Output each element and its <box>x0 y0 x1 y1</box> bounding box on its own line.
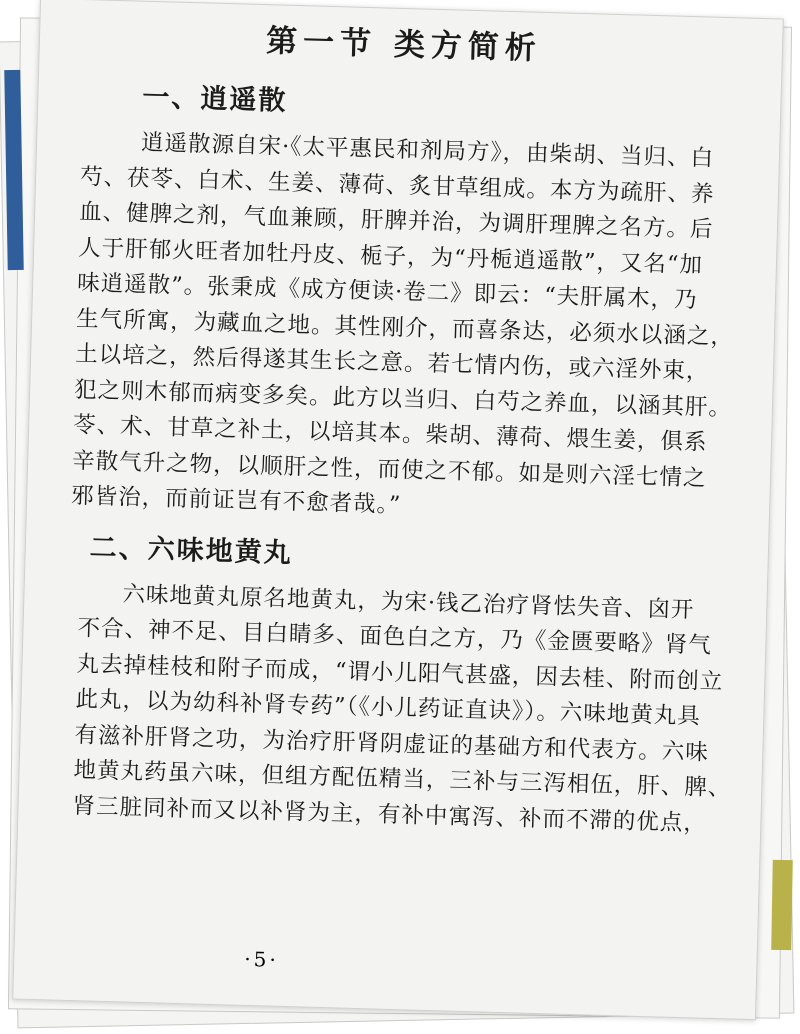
text-line: 血、健脾之剂，气血兼顾，肝脾并治，为调肝理脾之名方。后 <box>78 198 714 243</box>
text-line: 此丸，以为幼科补肾专药”（《小儿药证直诀》）。六味地黄丸具 <box>75 686 702 730</box>
text-line: 犯之则木郁而病变多矣。此方以当归、白芍之养血，以涵其肝。 <box>73 376 733 421</box>
text-line: 土以培之，然后得遂其生长之意。若七情内伤，或六淫外束， <box>74 340 710 385</box>
text-line: 生气所寓，为藏血之地。其性刚介，而喜条达，必须水以涵之， <box>75 305 735 350</box>
text-line: 人于肝郁火旺者加牡丹皮、栀子，为“丹栀逍遥散”，又名“加 <box>77 234 704 278</box>
book-page <box>12 0 784 1020</box>
text-line: 丸去掉桂枝和附子而成，“谓小儿阳气甚盛，因去桂、附而创立 <box>76 650 724 695</box>
page-content <box>62 4 735 842</box>
text-line: 不合、神不足、目白睛多、面色白之方，乃《金匮要略》肾气 <box>77 615 713 659</box>
text-line: 地黄丸药虽六味，但组方配伍精当，三补与三泻相伍，肝、脾、 <box>73 757 732 802</box>
paragraph <box>72 576 732 842</box>
text-line: 辛散气升之物，以顺肝之性，而使之不郁。如是则六淫七情之 <box>71 447 707 492</box>
section-heading: 二、六味地黄丸 <box>89 531 294 569</box>
text-line: 苓、术、甘草之补土，以培其本。柴胡、薄荷、煨生姜，俱系 <box>72 411 708 456</box>
text-line: 六味地黄丸原名地黄丸，为宋·钱乙治疗肾怯失音、囟开 <box>122 580 695 623</box>
text-line: 肾三脏同补而又以补肾为主，有补中寓泻、补而不滞的优点， <box>72 792 708 837</box>
text-line: 逍遥散源自宋·《太平惠民和剂局方》，由柴胡、当归、白 <box>140 129 715 172</box>
text-line: 芍、茯苓、白术、生姜、薄荷、炙甘草组成。本方为疏肝、养 <box>79 163 715 208</box>
chapter-title: 第一节 类方简析 <box>265 23 543 67</box>
text-line: 味逍遥散”。张秉成《成方便读·卷二》即云：“夫肝属木，乃 <box>76 269 698 314</box>
text-line: 有滋补肝肾之功，为治疗肝肾阴虚证的基础方和代表方。六味 <box>74 721 710 766</box>
paragraph <box>70 126 735 533</box>
section-heading: 一、逍遥散 <box>141 81 288 117</box>
text-line: 邪皆治，而前证岂有不愈者哉。” <box>70 482 402 519</box>
page-number: ·5· <box>244 946 280 972</box>
book-cover-edge <box>771 860 793 950</box>
